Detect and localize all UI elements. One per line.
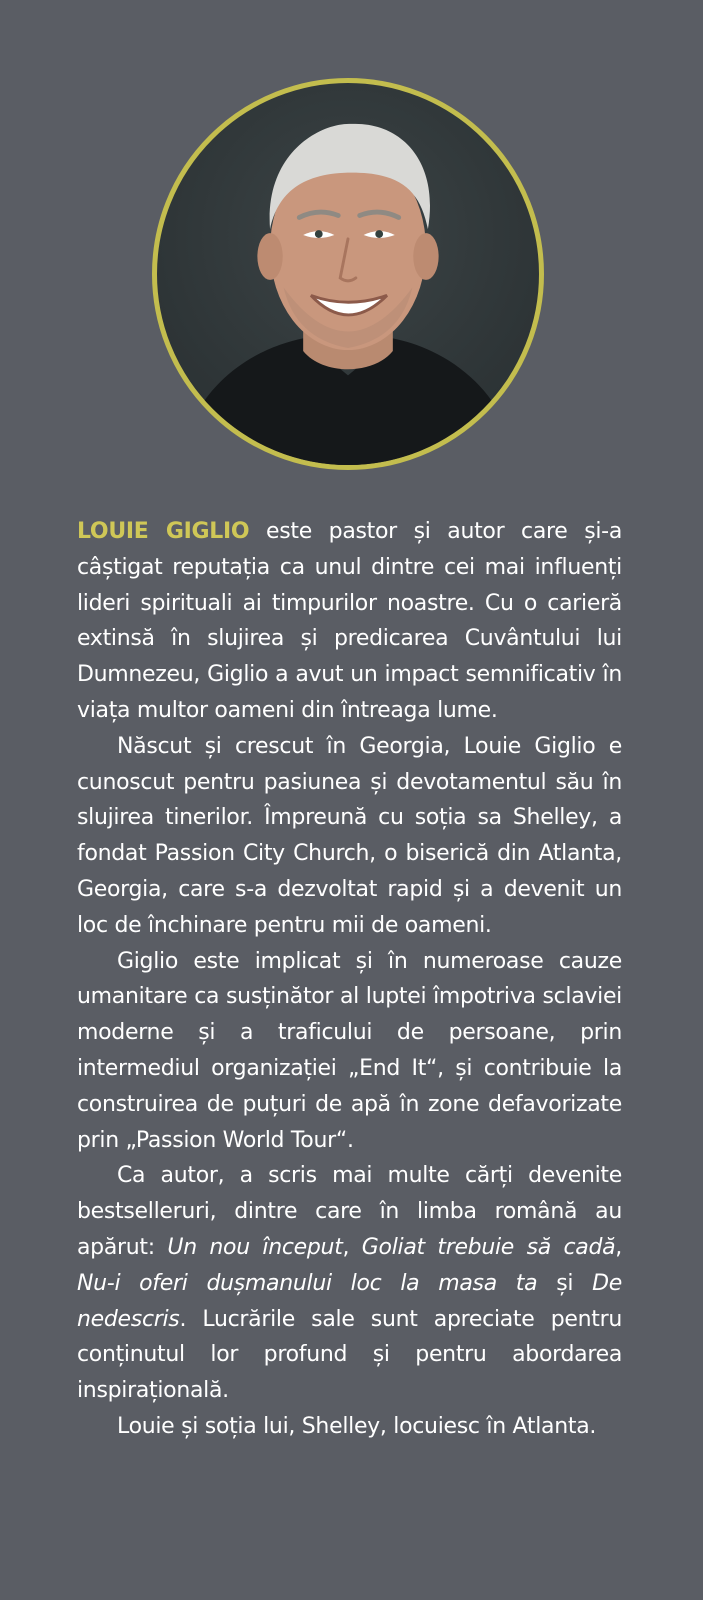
author-biography xyxy=(77,514,622,1445)
bio-paragraph-3: Giglio este implicat și în numeroase cauze umanitare ca susținător al luptei împotriva sclaviei moderne și a traficului de persoane, prin intermediul organizației „End It“, și contribuie la construirea de puțuri de apă în zone defavorizate prin „Passion World Tour“. xyxy=(77,948,622,1153)
separator: , xyxy=(342,1234,362,1260)
bio-paragraph-1-text: este pastor și autor care și-a câștigat reputația ca unul dintre cei mai influenți lideri spirituali ai timpurilor noastre. Cu o carieră extinsă în slujirea și predicarea Cuvântului lui Dumnezeu, Giglio a avut un impact semnificativ în viața multor oameni din întreaga lume. xyxy=(77,519,623,723)
bio-paragraph-4-outro: . Lucrările sale sunt apreciate pentru conținutul lor profund și pentru abordarea inspirațională. xyxy=(77,1306,622,1404)
separator: , xyxy=(615,1234,622,1260)
book-title: Nu-i oferi dușmanului loc la masa ta xyxy=(77,1270,538,1296)
book-title: Un nou început xyxy=(167,1234,343,1260)
bio-paragraph-4 xyxy=(77,1158,622,1409)
bio-paragraph-2: Născut și crescut în Georgia, Louie Giglio e cunoscut pentru pasiunea și devotamentul său în slujirea tinerilor. Împreună cu soția sa Shelley, a fondat Passion City Church, o biserică din Atlanta, Georgia, care s-a dezvoltat rapid și a devenit un loc de închinare pentru mii de oameni. xyxy=(77,733,622,938)
author-portrait-illustration xyxy=(157,83,539,465)
book-title: De nedescris xyxy=(77,1270,622,1332)
author-portrait xyxy=(152,78,544,470)
author-name: LOUIE GIGLIO xyxy=(77,519,250,544)
separator: și xyxy=(537,1270,593,1296)
book-title: Goliat trebuie să cadă xyxy=(361,1234,616,1260)
bio-paragraph-1 xyxy=(77,514,622,729)
bio-paragraph-5: Louie și soția lui, Shelley, locuiesc în Atlanta. xyxy=(117,1413,597,1439)
bio-paragraph-4-intro: Ca autor, a scris mai multe cărți devenite bestselleruri, dintre care în limba română au apărut: xyxy=(77,1163,622,1260)
